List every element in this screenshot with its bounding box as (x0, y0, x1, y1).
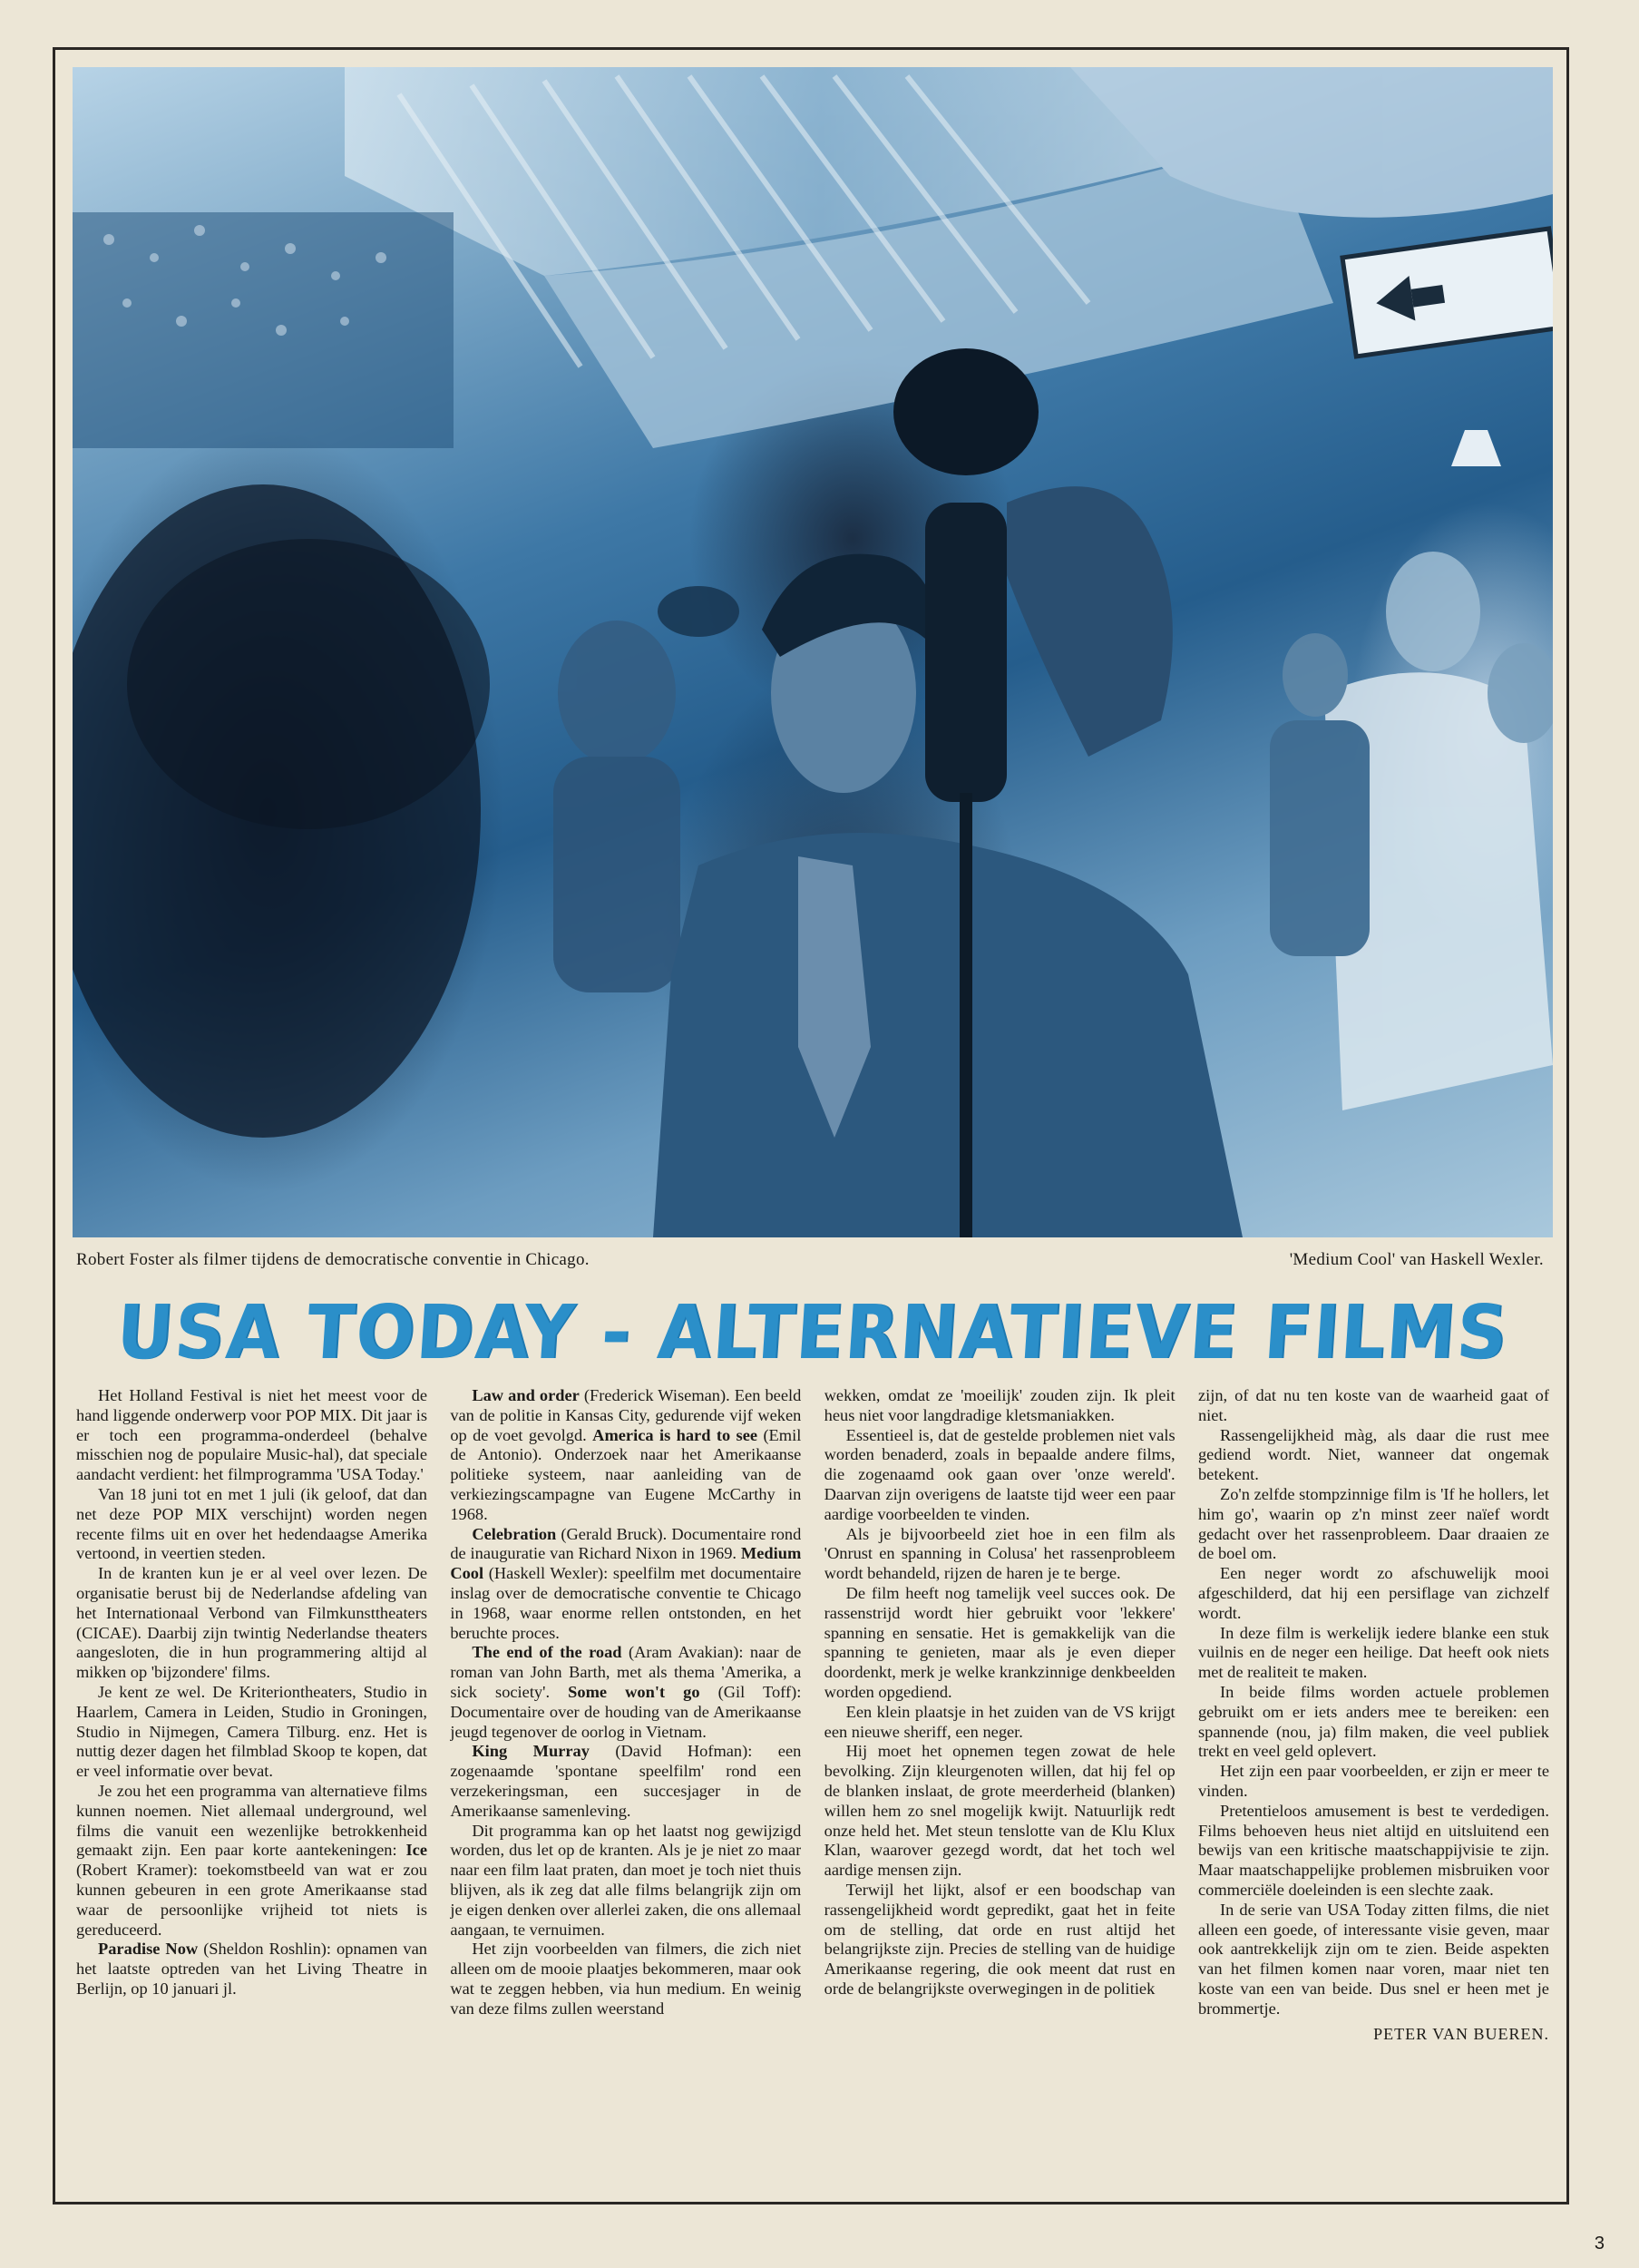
paragraph: In deze film is werkelijk iedere blanke een stuk vuilnis en de neger een heilige. Dat heeft ook niets met de realiteit te maken. (1197, 1623, 1549, 1682)
paragraph: Een klein plaatsje in het zuiden van de VS krijgt een nieuwe sheriff, een neger. (824, 1702, 1176, 1741)
film-desc-ice: (Robert Kramer): toekomstbeeld van wat er zou kunnen gebeuren in een grote Amerikaanse stad waar de persoonlijke vrijheid tot niets is gereduceerd. (76, 1861, 427, 1939)
paragraph: Van 18 juni tot en met 1 juli (ik geloof, dat dan net deze POP MIX verschijnt) worden negen recente films uit en over het hedendaagse Amerika vertoond, in veertien steden. (76, 1484, 427, 1563)
paragraph (76, 1940, 427, 1999)
paragraph: Je kent ze wel. De Kriteriontheaters, Studio in Haarlem, Camera in Leiden, Studio in Groningen, Studio in Nijmegen, Camera Tilburg. enz. Het is nuttig dezer dagen het filmblad Skoop te kopen, dat er veel informatie over bevat. (76, 1682, 427, 1781)
film-title-ice: Ice (405, 1841, 427, 1860)
paragraph: In de kranten kun je er al veel over lezen. De organisatie berust bij de Nederlandse afdeling van het Internationaal Verbond van Filmkunsttheaters (CICAE). Daarbij zijn twintig Nederlandse theaters aangesloten, die in hun programmering altijd al mikken op 'bijzondere' films. (76, 1564, 427, 1682)
caption-right: 'Medium Cool' van Haskell Wexler. (1289, 1250, 1544, 1269)
film-desc-medium-cool: (Haskell Wexler): speelfilm met documentaire inslag over de democratische conventie te Chicago in 1968, waar enorme rellen ontstonden, en het beruchte proces. (450, 1564, 802, 1642)
paragraph-text: Je zou het een programma van alternatieve films kunnen noemen. Niet allemaal underground, wel films die vanuit een wezenlijke betrokkenheid gemaakt zijn. Een paar korte aantekeningen: (76, 1781, 427, 1860)
paragraph: Hij moet het opnemen tegen zowat de hele bevolking. Zijn kleurgenoten willen, dat hij fel op de blanken inslaat, de grote meerderheid (blanken) willen hem zo snel mogelijk kwijt. Natuurlijk redt onze held het. Met steun tenslotte van de Klu Klux Klan, waarover gezegd wordt, dat het toch wel aardige mensen zijn. (824, 1742, 1176, 1880)
column-2 (450, 1386, 801, 2119)
photo-illustration (73, 67, 1553, 1237)
film-desc-king-murray: (David Hofman): een zogenaamde 'spontane speelfilm' rond een verzekeringsman, een succesjager in de Amerikaanse samenleving. (450, 1742, 802, 1820)
paragraph: zijn, of dat nu ten koste van de waarheid gaat of niet. (1197, 1386, 1549, 1424)
paragraph: De film heeft nog tamelijk veel succes ook. De rassenstrijd wordt hier gebruikt voor 'lekkere' spanning en sensatie. Het is gemakkelijk van die spanning te genieten, maar als je even dieper doordenkt, merk je welke krankzinnige denkbeelden worden opgediend. (824, 1583, 1176, 1701)
film-desc-celebration: (Gerald Bruck). Documentaire rond de inauguratie van Richard Nixon in 1969. (450, 1524, 802, 1563)
paragraph (450, 1386, 801, 1525)
film-title-celebration: Celebration (472, 1524, 557, 1543)
paragraph: Essentieel is, dat de gestelde problemen niet vals worden benaderd, zoals in bepaalde andere films, die zogenaamd ook gaan over 'onze wereld'. Daarvan zijn overigens de laatste tijd weer een paar aardige voorbeelden te vinden. (824, 1425, 1176, 1523)
paragraph (450, 1525, 801, 1644)
exit-sign (1342, 229, 1553, 357)
film-desc-america-is-hard-to-see: (Emil de Antonio). Onderzoek naar het Amerikaanse politieke systeem, naar aanleiding van de verkiezingscampagne van Eugene McCarthy in 1968. (450, 1425, 802, 1523)
paragraph: Terwijl het lijkt, alsof er een boodschap van rassengelijkheid wordt gepredikt, gaat het in feite om de stelling, dat orde en rust altijd het belangrijkste zijn. Precies de stelling van de huidige Amerikaanse regering, die ook meent dat rust en orde de belangrijkste overwegingen in de politiek (824, 1880, 1176, 1998)
paragraph: Het zijn een paar voorbeelden, er zijn er meer te vinden. (1197, 1762, 1549, 1800)
film-title-law-and-order: Law and order (472, 1386, 580, 1404)
paragraph: Zo'n zelfde stompzinnige film is 'If he hollers, let him go', waarin op z'n minst zeer naïef wordt gedacht over het rassenprobleem. Daar draaien ze de boel om. (1197, 1484, 1549, 1563)
paragraph (450, 1643, 801, 1742)
caption-left: Robert Foster als filmer tijdens de democratische conventie in Chicago. (76, 1250, 590, 1269)
page-number: 3 (1594, 2234, 1605, 2253)
column-1 (76, 1386, 427, 2119)
film-title-end-of-the-road: The end of the road (472, 1643, 622, 1662)
film-desc-law-and-order: (Frederick Wiseman). Een beeld van de politie in Kansas City, gedurende vijf weken op de voet gevolgd. (450, 1386, 802, 1444)
film-title-paradise-now: Paradise Now (98, 1940, 199, 1959)
paragraph: Als je bijvoorbeeld ziet hoe in een film als 'Onrust en spanning in Colusa' het rassenprobleem wordt behandeld, rijzen de haren je te berge. (824, 1524, 1176, 1583)
article-photo (73, 67, 1553, 1237)
article-headline: USA TODAY - ALTERNATIEVE FILMS (113, 1288, 1512, 1376)
paragraph (76, 1782, 427, 1940)
column-3 (824, 1386, 1176, 2119)
photo-captions (73, 1250, 1553, 1276)
cameraman-figure (653, 348, 1243, 1237)
paragraph: Het Holland Festival is niet het meest voor de hand liggende onderwerp voor POP MIX. Dit jaar is er toch een programma-onderdeel (behalve misschien nog de populaire Music-hal), dat speciale aandacht verdient: het filmprogramma 'USA Today.' (76, 1386, 427, 1484)
film-desc-some-wont-go: (Gil Toff): Documentaire over de houding van de Amerikaanse jeugd tegenover de oorlog in Vietnam. (450, 1682, 802, 1741)
paragraph: In de serie van USA Today zitten films, die niet alleen een goede, of interessante visie geven, maar ook aantrekkelijk zijn om te zien. Beide aspekten van het filmen komen naar voren, maar niet ten koste van een van beide. Dus snel er heen met je brommertje. (1197, 1900, 1549, 2018)
paragraph: Het zijn voorbeelden van filmers, die zich niet alleen om de mooie plaatjes bekommeren, maar ook wat te zeggen hebben, via hun medium. En weinig van deze films zullen weerstand (450, 1940, 802, 2018)
film-title-king-murray: King Murray (472, 1742, 590, 1761)
paragraph: Rassengelijkheid màg, als daar die rust mee gediend wordt. Niet, wanneer dat ongemak betekent. (1197, 1425, 1549, 1484)
paragraph: In beide films worden actuele problemen gebruikt om er iets anders mee te bereiken: een spannende (nou, ja) film maken, die veel publiek trekt en veel geld oplevert. (1197, 1682, 1549, 1761)
film-desc-paradise-now: (Sheldon Roshlin): opnamen van het laatste optreden van het Living Theatre in Berlijn, op 10 januari jl. (76, 1940, 427, 1998)
column-4 (1198, 1386, 1549, 2119)
article-body (76, 1386, 1549, 2119)
paragraph: Dit programma kan op het laatst nog gewijzigd worden, dus let op de kranten. Als je je niet zo maar naar een film laat praten, dan moet je toch niet thuis blijven, als ik zeg dat alle films belangrijk zijn om je eigen denken over allerlei zaken, die ons allemaal aangaan, te vernuimen. (450, 1821, 802, 1939)
film-title-medium-cool: Medium Cool (450, 1544, 802, 1583)
author-signature: PETER VAN BUEREN. (1373, 2024, 1549, 2043)
film-title-america-is-hard-to-see: America is hard to see (592, 1425, 758, 1444)
film-title-some-wont-go: Some won't go (568, 1682, 700, 1701)
paragraph (450, 1742, 801, 1821)
film-desc-end-of-the-road: (Aram Avakian): naar de roman van John Barth, met als thema 'Amerika, a sick society'. (450, 1643, 802, 1701)
paragraph: wekken, omdat ze 'moeilijk' zouden zijn. Ik pleit heus niet voor langdradige kletsmaniakken. (824, 1386, 1176, 1424)
paragraph: Pretentieloos amusement is best te verdedigen. Films behoeven heus niet altijd en uitsluitend een bewijs van een kritische maatschappijvisie te zijn. Maar maatschappelijke problemen misbruiken voor commerciële doeleinden is een slechte zaak. (1197, 1801, 1549, 1899)
paragraph: Een neger wordt zo afschuwelijk mooi afgeschilderd, dat hij een persiflage van zichzelf wordt. (1197, 1564, 1549, 1622)
